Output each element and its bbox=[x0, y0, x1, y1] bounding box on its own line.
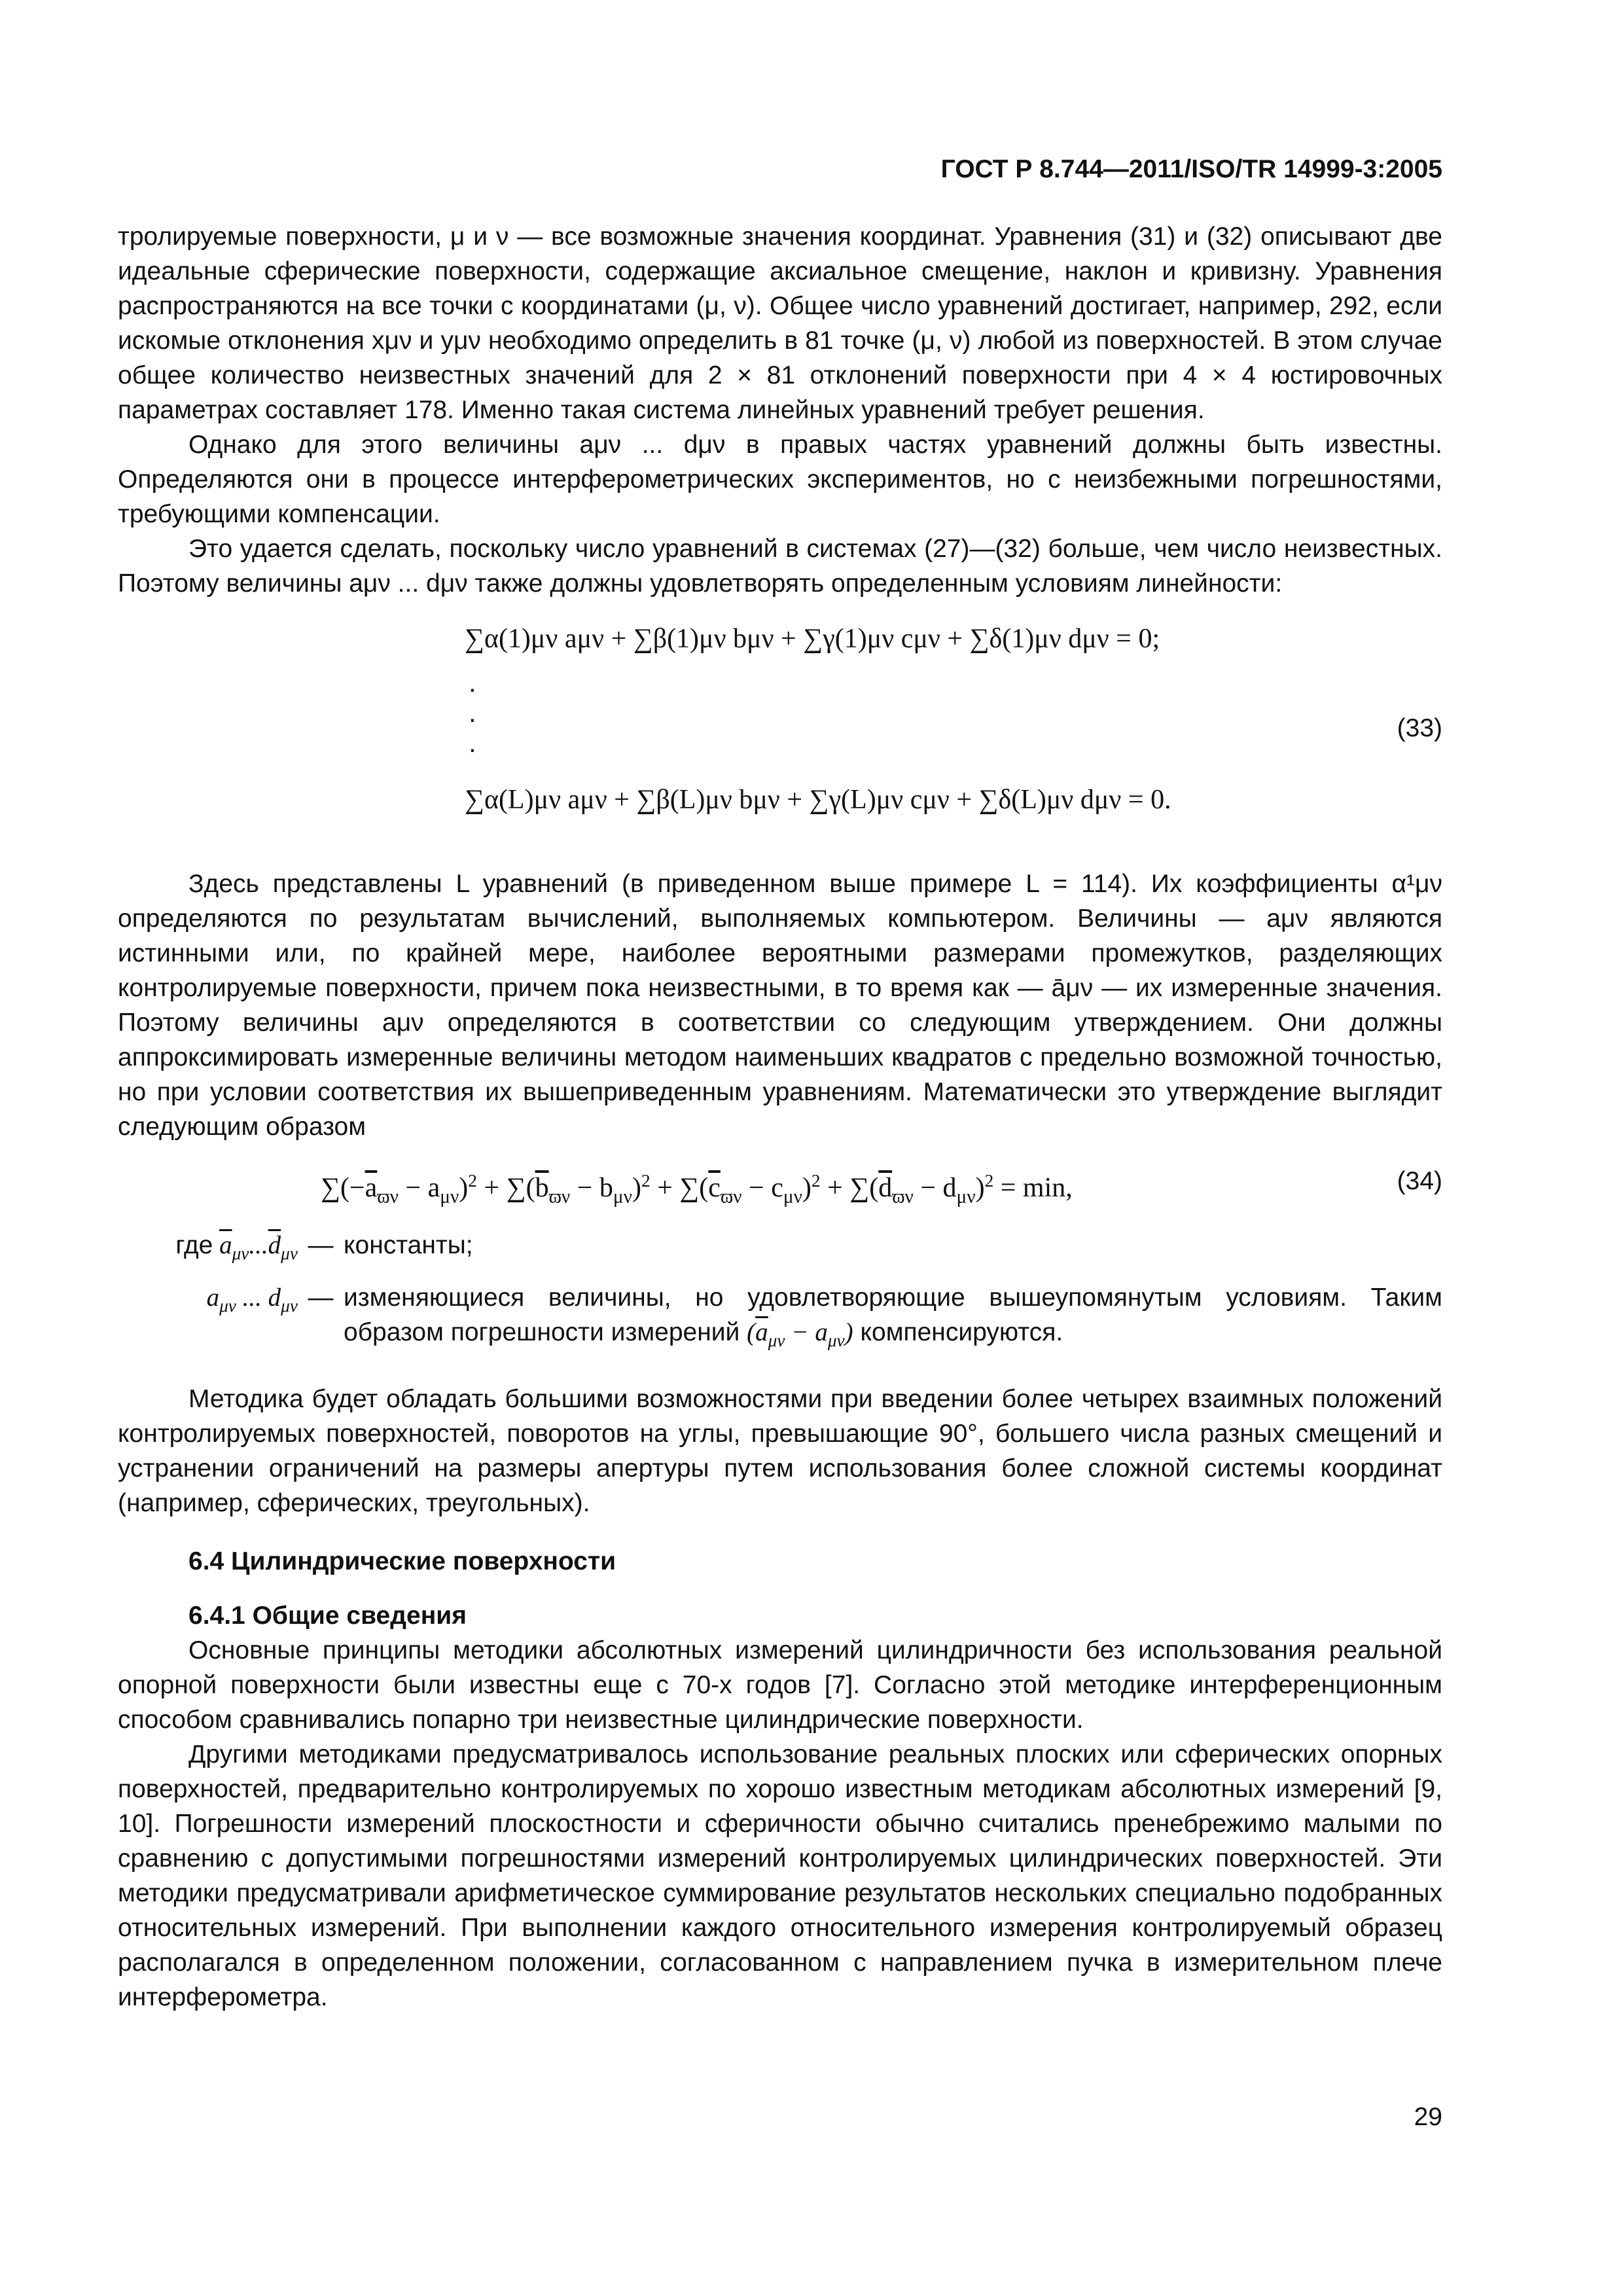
equation-33-line-2: ∑α(L)μν aμν + ∑β(L)μν bμν + ∑γ(L)μν cμν + ∑δ(L)μν dμν = 0. bbox=[465, 785, 1171, 815]
paragraph-6: Основные принципы методики абсолютных измерений цилиндричности без использования реальной опорной поверхности были известны еще с 70-х годов [7]. Согласно этой методике интерференционным способом сравнивались попарно три неизвестные цилиндрические поверхности. bbox=[118, 1636, 1442, 1734]
where-definitions bbox=[118, 1228, 1442, 1358]
equation-dot: . bbox=[469, 697, 476, 728]
definition-text: константы; bbox=[344, 1231, 473, 1259]
paragraph-3: Это удается сделать, поскольку число уравнений в системах (27)—(32) больше, чем число неизвестных. Поэтому величины aμν ... dμν также должны удовлетворять определенным условиям линейности: bbox=[118, 535, 1442, 598]
paragraph-1: тролируемые поверхности, μ и ν — все возможные значения координат. Уравнения (31) и (32) описывают две идеальные сферические поверхности, содержащие аксиальное смещение, наклон и кривизну. Уравнения распространяются на все точки с координатами (μ, ν). Общее число уравнений достигает, например, 292, если искомые отклонения xμν и yμν необходимо определить в 81 точке (μ, ν) любой из поверхностей. В этом случае общее количество неизвестных значений для 2 × 81 отклонений поверхности при 4 × 4 юстировочных параметрах составляет 178. Именно такая система линейных уравнений требует решения. bbox=[118, 223, 1442, 424]
paragraph-5: Методика будет обладать большими возможностями при введении более четырех взаимных положений контролируемых поверхностей, поворотов на углы, превышающие 90°, большего числа разных смещений и устранении ограничений на размеры апертуры путем использования более сложной системы координат (например, сферических, треугольных). bbox=[118, 1384, 1442, 1517]
page-number: 29 bbox=[1414, 2103, 1442, 2131]
equation-33-line-1: ∑α(1)μν aμν + ∑β(1)μν bμν + ∑γ(1)μν cμν + ∑δ(1)μν dμν = 0; bbox=[465, 624, 1160, 654]
paragraph-4: Здесь представлены L уравнений (в приведенном выше примере L = 114). Их коэффициенты α¹μν определяются по результатам вычислений, выполняемых компьютером. Величины — aμν являются истинными или, по крайней мере, наиболее вероятными размерами промежутков, разделяющих контролируемые поверхности, причем пока неизвестными, в то время как — āμν — их измеренные значения. Поэтому величины aμν определяются в соответствии со следующим утверждением. Они должны аппроксимировать измеренные величины методом наименьших квадратов с предельно возможной точностью, но при условии соответствия их вышеприведенным уравнениям. Математически это утверждение выглядит следующим образом bbox=[118, 870, 1442, 1141]
paragraph-7: Другими методиками предусматривалось использование реальных плоских или сферических опорных поверхностей, предварительно контролируемых по хорошо известным методикам абсолютных измерений [9, 10]. Погрешности измерений плоскостности и сферичности обычно считались пренебрежимо малыми по сравнению с допустимыми погрешностями измерений контролируемых цилиндрических поверхностей. Эти методики предусматривали арифметическое суммирование результатов нескольких специально подобранных относительных измерений. При выполнении каждого относительного измерения контролируемый образец располагался в определенном положении, согласованном с направлением пучка в измерительном плече интерферометра. bbox=[118, 1740, 1442, 2011]
equation-33-number: (33) bbox=[1397, 714, 1442, 742]
equation-33 bbox=[118, 613, 1442, 848]
equation-dot: . bbox=[469, 667, 476, 698]
page-body bbox=[118, 219, 1442, 2015]
equation-34 bbox=[118, 1155, 1442, 1213]
definition-row bbox=[118, 1280, 1442, 1358]
definition-text: изменяющиеся величины, но удовлетворяющие вышеупомянутым условиям. Таким образом погрешности измерений $(\overline{a}_{\mu\nu} - a_{\mu\nu})$ компенсируются. bbox=[344, 1283, 1442, 1350]
subsection-heading: 6.4.1 Общие сведения bbox=[188, 1601, 467, 1630]
equation-dot: . bbox=[469, 727, 476, 758]
equation-34-formula: $\sum(-\overline{a}_{ϖ\nu} - a_{\mu\nu})^2 + \sum(\overline{b}_{ϖ\nu} - b_{\mu\nu})^2 + \sum(\overline{c}_{ϖ\nu} - c_{\mu\nu})^2 + \sum(\overline{d}_{ϖ\nu} - d_{\mu\nu})^2 = \min$, bbox=[321, 1171, 1073, 1208]
definition-row bbox=[118, 1228, 1442, 1271]
definition-dash: — bbox=[308, 1283, 334, 1312]
section-heading: 6.4 Цилиндрические поверхности bbox=[188, 1547, 616, 1575]
paragraph-2: Однако для этого величины aμν ... dμν в правых частях уравнений должны быть известны. Определяются они в процессе интерферометрических экспериментов, но с неизбежными погрешностями, требующими компенсации. bbox=[118, 431, 1442, 528]
document-header: ГОСТ Р 8.744—2011/ISO/TR 14999-3:2005 bbox=[940, 155, 1442, 183]
equation-34-number: (34) bbox=[1397, 1167, 1442, 1195]
definition-symbol: где $\overline{a}_{\mu\nu}...\overline{d}_{\mu\nu}$ bbox=[175, 1231, 298, 1263]
definition-symbol: $a_{\mu\nu}$ ... $d_{\mu\nu}$ bbox=[206, 1283, 298, 1316]
definition-dash: — bbox=[308, 1231, 334, 1259]
